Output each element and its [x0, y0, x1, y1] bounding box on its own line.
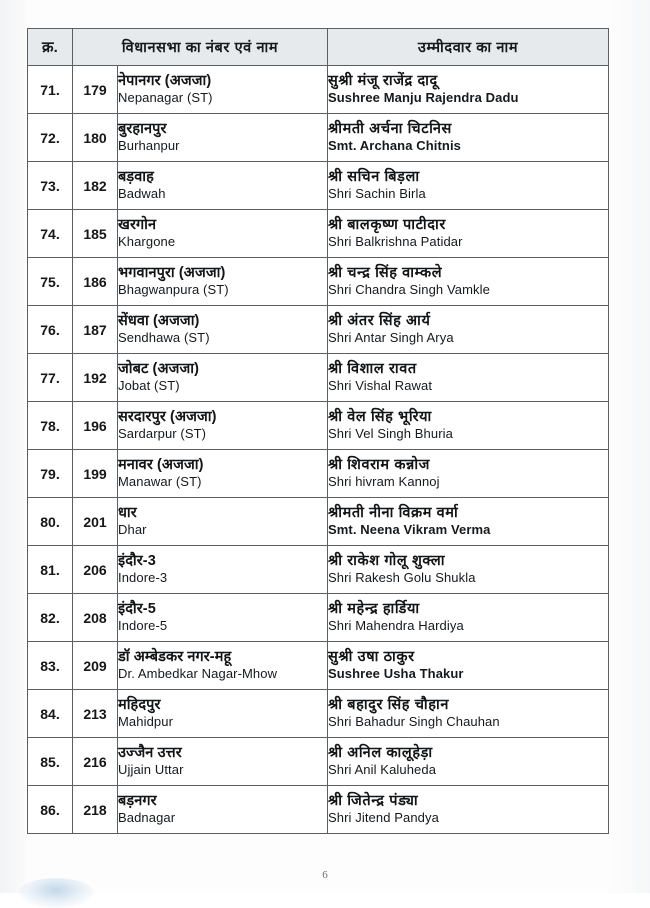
cell-constituency-number: 192: [73, 354, 118, 402]
candidate-name-hindi: श्री बालकृष्ण पाटीदार: [328, 216, 446, 233]
cell-constituency-number: 208: [73, 594, 118, 642]
candidate-name-english: Smt. Archana Chitnis: [328, 138, 461, 154]
candidate-name-english: Shri Rakesh Golu Shukla: [328, 570, 476, 586]
cell-constituency-number: 213: [73, 690, 118, 738]
cell-serial-number: 84.: [28, 690, 73, 738]
cell-constituency-name: [118, 642, 328, 690]
cell-constituency-number: 216: [73, 738, 118, 786]
cell-constituency-name: [118, 258, 328, 306]
cell-serial-number: 86.: [28, 786, 73, 834]
constituency-name-hindi: इंदौर-5: [118, 600, 156, 617]
cell-serial-number: 80.: [28, 498, 73, 546]
cell-constituency-name: [118, 66, 328, 114]
cell-constituency-number: 182: [73, 162, 118, 210]
cell-constituency-name: [118, 306, 328, 354]
cell-serial-number: 75.: [28, 258, 73, 306]
cell-constituency-name: [118, 786, 328, 834]
cell-candidate-name: [328, 162, 609, 210]
cell-candidate-name: [328, 354, 609, 402]
constituency-name-hindi: सरदारपुर (अजजा): [118, 408, 217, 425]
constituency-name-english: Badwah: [118, 186, 166, 202]
constituency-name-english: Khargone: [118, 234, 176, 250]
constituency-name-hindi: धार: [118, 504, 137, 521]
constituency-name-hindi: बुरहानपुर: [118, 120, 167, 137]
table-row: [28, 114, 609, 162]
candidate-name-hindi: श्री शिवराम कन्नोज: [328, 456, 431, 473]
candidate-name-hindi: श्री चन्द्र सिंह वाम्कले: [328, 264, 443, 281]
table-row: [28, 546, 609, 594]
constituency-name-english: Dhar: [118, 522, 147, 538]
candidate-name-hindi: श्रीमती अर्चना चिटनिस: [328, 120, 452, 137]
candidate-name-english: Shri Jitend Pandya: [328, 810, 439, 826]
cell-candidate-name: [328, 498, 609, 546]
cell-serial-number: 73.: [28, 162, 73, 210]
cell-constituency-name: [118, 210, 328, 258]
cell-candidate-name: [328, 306, 609, 354]
table-row: [28, 642, 609, 690]
constituency-name-english: Bhagwanpura (ST): [118, 282, 229, 298]
candidate-name-english: Shri Vel Singh Bhuria: [328, 426, 453, 442]
candidate-name-hindi: श्री राकेश गोलू शुक्ला: [328, 552, 446, 569]
candidate-name-english: Shri Sachin Birla: [328, 186, 426, 202]
constituency-name-hindi: डॉ अम्बेडकर नगर-महू: [118, 648, 232, 665]
cell-constituency-name: [118, 354, 328, 402]
page-right-scan-shadow: [610, 0, 650, 893]
cell-candidate-name: [328, 450, 609, 498]
table-row: [28, 162, 609, 210]
cell-constituency-number: 218: [73, 786, 118, 834]
constituency-name-english: Jobat (ST): [118, 378, 180, 394]
candidate-name-english: Sushree Manju Rajendra Dadu: [328, 90, 519, 106]
constituency-name-english: Badnagar: [118, 810, 176, 826]
cell-serial-number: 85.: [28, 738, 73, 786]
cell-candidate-name: [328, 114, 609, 162]
candidate-name-hindi: श्री महेन्द्र हार्डिया: [328, 600, 420, 617]
candidate-name-english: Shri Vishal Rawat: [328, 378, 433, 394]
cell-constituency-name: [118, 162, 328, 210]
table-row: [28, 594, 609, 642]
cell-constituency-name: [118, 498, 328, 546]
constituency-name-hindi: मनावर (अजजा): [118, 456, 204, 473]
constituency-name-hindi: सेंधवा (अजजा): [118, 312, 200, 329]
cell-candidate-name: [328, 642, 609, 690]
cell-serial-number: 82.: [28, 594, 73, 642]
cell-constituency-name: [118, 402, 328, 450]
cell-serial-number: 83.: [28, 642, 73, 690]
candidate-name-english: Shri Chandra Singh Vamkle: [328, 282, 490, 298]
cell-serial-number: 78.: [28, 402, 73, 450]
cell-candidate-name: [328, 402, 609, 450]
cell-candidate-name: [328, 258, 609, 306]
candidate-name-hindi: श्री जितेन्द्र पंड्या: [328, 792, 419, 809]
constituency-name-hindi: इंदौर-3: [118, 552, 156, 569]
table-row: [28, 66, 609, 114]
cell-candidate-name: [328, 66, 609, 114]
constituency-name-hindi: उज्जैन उत्तर: [118, 744, 182, 761]
cell-constituency-name: [118, 546, 328, 594]
cell-candidate-name: [328, 786, 609, 834]
candidate-name-english: Shri Antar Singh Arya: [328, 330, 454, 346]
constituency-name-english: Indore-5: [118, 618, 168, 634]
column-header-serial: क्र.: [28, 29, 73, 66]
constituency-name-english: Sendhawa (ST): [118, 330, 210, 346]
cell-constituency-number: 185: [73, 210, 118, 258]
cell-serial-number: 74.: [28, 210, 73, 258]
constituency-name-hindi: बड़वाह: [118, 168, 154, 185]
column-header-candidate: उम्मीदवार का नाम: [328, 29, 609, 66]
page-left-scan-shadow: [0, 0, 26, 893]
candidate-list-table-container: [27, 28, 608, 834]
cell-constituency-number: 179: [73, 66, 118, 114]
candidate-name-english: Sushree Usha Thakur: [328, 666, 464, 682]
table-row: [28, 354, 609, 402]
cell-candidate-name: [328, 690, 609, 738]
cell-constituency-number: 199: [73, 450, 118, 498]
table-row: [28, 738, 609, 786]
cell-candidate-name: [328, 594, 609, 642]
cell-constituency-number: 201: [73, 498, 118, 546]
cell-constituency-name: [118, 594, 328, 642]
cell-constituency-number: 196: [73, 402, 118, 450]
cell-serial-number: 77.: [28, 354, 73, 402]
candidate-name-hindi: श्री अंतर सिंह आर्य: [328, 312, 431, 329]
candidate-name-english: Shri Mahendra Hardiya: [328, 618, 464, 634]
constituency-name-hindi: महिदपुर: [118, 696, 161, 713]
table-row: [28, 306, 609, 354]
table-header: [28, 29, 609, 66]
cell-constituency-name: [118, 738, 328, 786]
cell-serial-number: 79.: [28, 450, 73, 498]
cell-constituency-number: 187: [73, 306, 118, 354]
candidate-name-hindi: सुश्री उषा ठाकुर: [328, 648, 415, 665]
table-row: [28, 210, 609, 258]
candidate-name-english: Shri hivram Kannoj: [328, 474, 440, 490]
constituency-name-english: Burhanpur: [118, 138, 180, 154]
cell-constituency-name: [118, 114, 328, 162]
constituency-name-english: Sardarpur (ST): [118, 426, 207, 442]
cell-serial-number: 76.: [28, 306, 73, 354]
candidate-name-hindi: श्री विशाल रावत: [328, 360, 417, 377]
cell-candidate-name: [328, 546, 609, 594]
constituency-name-hindi: नेपानगर (अजजा): [118, 72, 212, 89]
constituency-name-english: Mahidpur: [118, 714, 173, 730]
scan-watermark: [18, 878, 94, 908]
cell-constituency-number: 186: [73, 258, 118, 306]
cell-constituency-number: 209: [73, 642, 118, 690]
cell-serial-number: 72.: [28, 114, 73, 162]
column-header-constituency: विधानसभा का नंबर एवं नाम: [73, 29, 328, 66]
page-number: 6: [322, 869, 328, 881]
candidate-name-hindi: सुश्री मंजू राजेंद्र दादू: [328, 72, 438, 89]
cell-constituency-number: 206: [73, 546, 118, 594]
table-row: [28, 450, 609, 498]
cell-constituency-number: 180: [73, 114, 118, 162]
candidate-name-hindi: श्रीमती नीना विक्रम वर्मा: [328, 504, 459, 521]
cell-constituency-name: [118, 690, 328, 738]
table-row: [28, 258, 609, 306]
candidate-list-table: [27, 28, 609, 834]
constituency-name-english: Dr. Ambedkar Nagar-Mhow: [118, 666, 278, 682]
constituency-name-hindi: जोबट (अजजा): [118, 360, 200, 377]
constituency-name-hindi: भगवानपुरा (अजजा): [118, 264, 226, 281]
candidate-name-hindi: श्री वेल सिंह भूरिया: [328, 408, 432, 425]
cell-serial-number: 71.: [28, 66, 73, 114]
cell-serial-number: 81.: [28, 546, 73, 594]
constituency-name-english: Ujjain Uttar: [118, 762, 184, 778]
table-row: [28, 690, 609, 738]
table-row: [28, 498, 609, 546]
candidate-name-english: Shri Balkrishna Patidar: [328, 234, 463, 250]
candidate-name-hindi: श्री अनिल कालूहेड़ा: [328, 744, 433, 761]
constituency-name-hindi: खरगोन: [118, 216, 157, 233]
constituency-name-english: Nepanagar (ST): [118, 90, 213, 106]
cell-candidate-name: [328, 738, 609, 786]
table-row: [28, 402, 609, 450]
candidate-name-english: Shri Bahadur Singh Chauhan: [328, 714, 500, 730]
constituency-name-english: Indore-3: [118, 570, 168, 586]
candidate-name-hindi: श्री सचिन बिड़ला: [328, 168, 420, 185]
cell-constituency-name: [118, 450, 328, 498]
table-header-row: [28, 29, 609, 66]
table-body: [28, 66, 609, 834]
cell-candidate-name: [328, 210, 609, 258]
table-row: [28, 786, 609, 834]
candidate-name-hindi: श्री बहादुर सिंह चौहान: [328, 696, 449, 713]
constituency-name-hindi: बड़नगर: [118, 792, 157, 809]
candidate-name-english: Shri Anil Kaluheda: [328, 762, 437, 778]
candidate-name-english: Smt. Neena Vikram Verma: [328, 522, 491, 538]
constituency-name-english: Manawar (ST): [118, 474, 202, 490]
